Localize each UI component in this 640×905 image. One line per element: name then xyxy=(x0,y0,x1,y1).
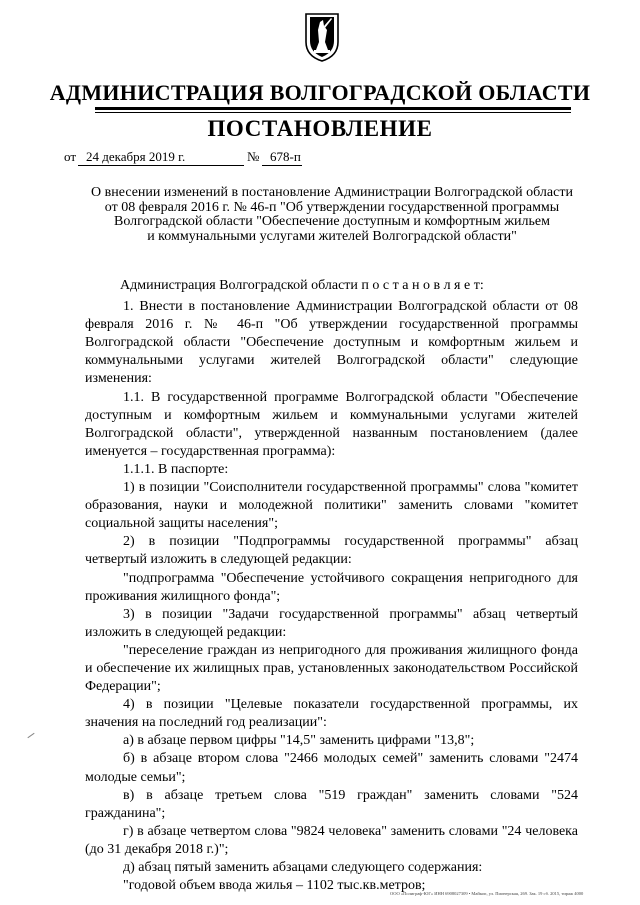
body-paragraph: "подпрограмма "Обеспечение устойчивого сокращения непригодного для проживания жилищного фонда"; xyxy=(85,570,578,604)
body-paragraph: 4) в позиции "Целевые показатели государственной программы, их значения на последний год реализации": xyxy=(85,697,578,731)
body-paragraph: "переселение граждан из непригодного для проживания жилищного фонда и обеспечение их жилищных прав, установленных законодательством Российской Федерации"; xyxy=(85,642,578,695)
header-rule-thin xyxy=(95,112,571,113)
document-body xyxy=(85,277,578,895)
print-info-footer: ООО «Полиграф-ЮГ» ИНН 6908027309 • Майкоп, ул. Пионерская, 269. Зак. 19 сб. 2015, тираж 4000 xyxy=(390,891,584,896)
body-paragraph: 1. Внести в постановление Администрации Волгоградской области от 08 февраля 2016 г. № 46-п "Об утверждении государственной программы Волгоградской области "Обеспечение доступным и комфортным жильем и коммунальными услугами жителей Волгоградской области" следующие изменения: xyxy=(85,299,578,387)
intro-decree: п о с т а н о в л я е т: xyxy=(361,278,484,293)
organization-title: АДМИНИСТРАЦИЯ ВОЛГОГРАДСКОЙ ОБЛАСТИ xyxy=(49,80,591,105)
intro-prefix: Администрация Волгоградской области xyxy=(120,278,362,293)
number-prefix: № xyxy=(247,149,260,164)
body-paragraph: 1.1. В государственной программе Волгоградской области "Обеспечение доступным и комфортным жильем и коммунальными услугами жителей Волгоградской области", утвержденной названным постановлением (далее именуется – государственная программа): xyxy=(85,389,578,459)
volgograd-emblem-icon xyxy=(303,12,341,62)
subject-line: от 08 февраля 2016 г. № 46-п "Об утверждении государственной программы xyxy=(104,199,560,215)
number-underline xyxy=(262,165,302,166)
body-paragraph: б) в абзаце втором слова "2466 молодых семей" заменить словами "2474 молодые семьи"; xyxy=(85,751,578,785)
header-rule-thick xyxy=(95,107,571,110)
body-paragraph: д) абзац пятый заменить абзацами следующего содержания: xyxy=(123,860,483,875)
subject-line: О внесении изменений в постановление Администрации Волгоградской области xyxy=(91,185,573,200)
body-paragraph: 2) в позиции "Подпрограммы государственной программы" абзац четвертый изложить в следующей редакции: xyxy=(85,534,578,568)
body-paragraph: 1) в позиции "Соисполнители государственной программы" слова "комитет образования, науки и молодежной политики" заменить словами "комитет социальной защиты населения"; xyxy=(85,480,578,532)
date-underline xyxy=(78,165,244,166)
subject-line: и коммунальными услугами жителей Волгоградской области" xyxy=(147,228,517,244)
document-subject xyxy=(88,186,576,244)
number-value: 678-п xyxy=(270,149,301,164)
body-paragraph: в) в абзаце третьем слова "519 граждан" заменить словами "524 гражданина"; xyxy=(85,787,578,821)
body-paragraph: 1.1.1. В паспорте: xyxy=(123,461,229,477)
body-paragraph: 3) в позиции "Задачи государственной программы" абзац четвертый изложить в следующей редакции: xyxy=(85,606,578,640)
body-paragraph: "годовой объем ввода жилья – 1102 тыс.кв.метров; xyxy=(123,878,426,894)
date-prefix: от xyxy=(64,149,77,164)
subject-line: Волгоградской области "Обеспечение доступным и комфортным жильем xyxy=(114,214,550,229)
body-paragraph: г) в абзаце четвертом слова "9824 человека" заменить словами "24 человека (до 31 декабря 2018 г.)"; xyxy=(85,823,578,857)
margin-mark xyxy=(27,733,34,738)
date-value: 24 декабря 2019 г. xyxy=(86,149,186,164)
document-type-title: ПОСТАНОВЛЕНИЕ xyxy=(207,116,433,141)
intro-paragraph xyxy=(85,277,578,295)
body-paragraph: а) в абзаце первом цифры "14,5" заменить цифрами "13,8"; xyxy=(123,733,475,749)
